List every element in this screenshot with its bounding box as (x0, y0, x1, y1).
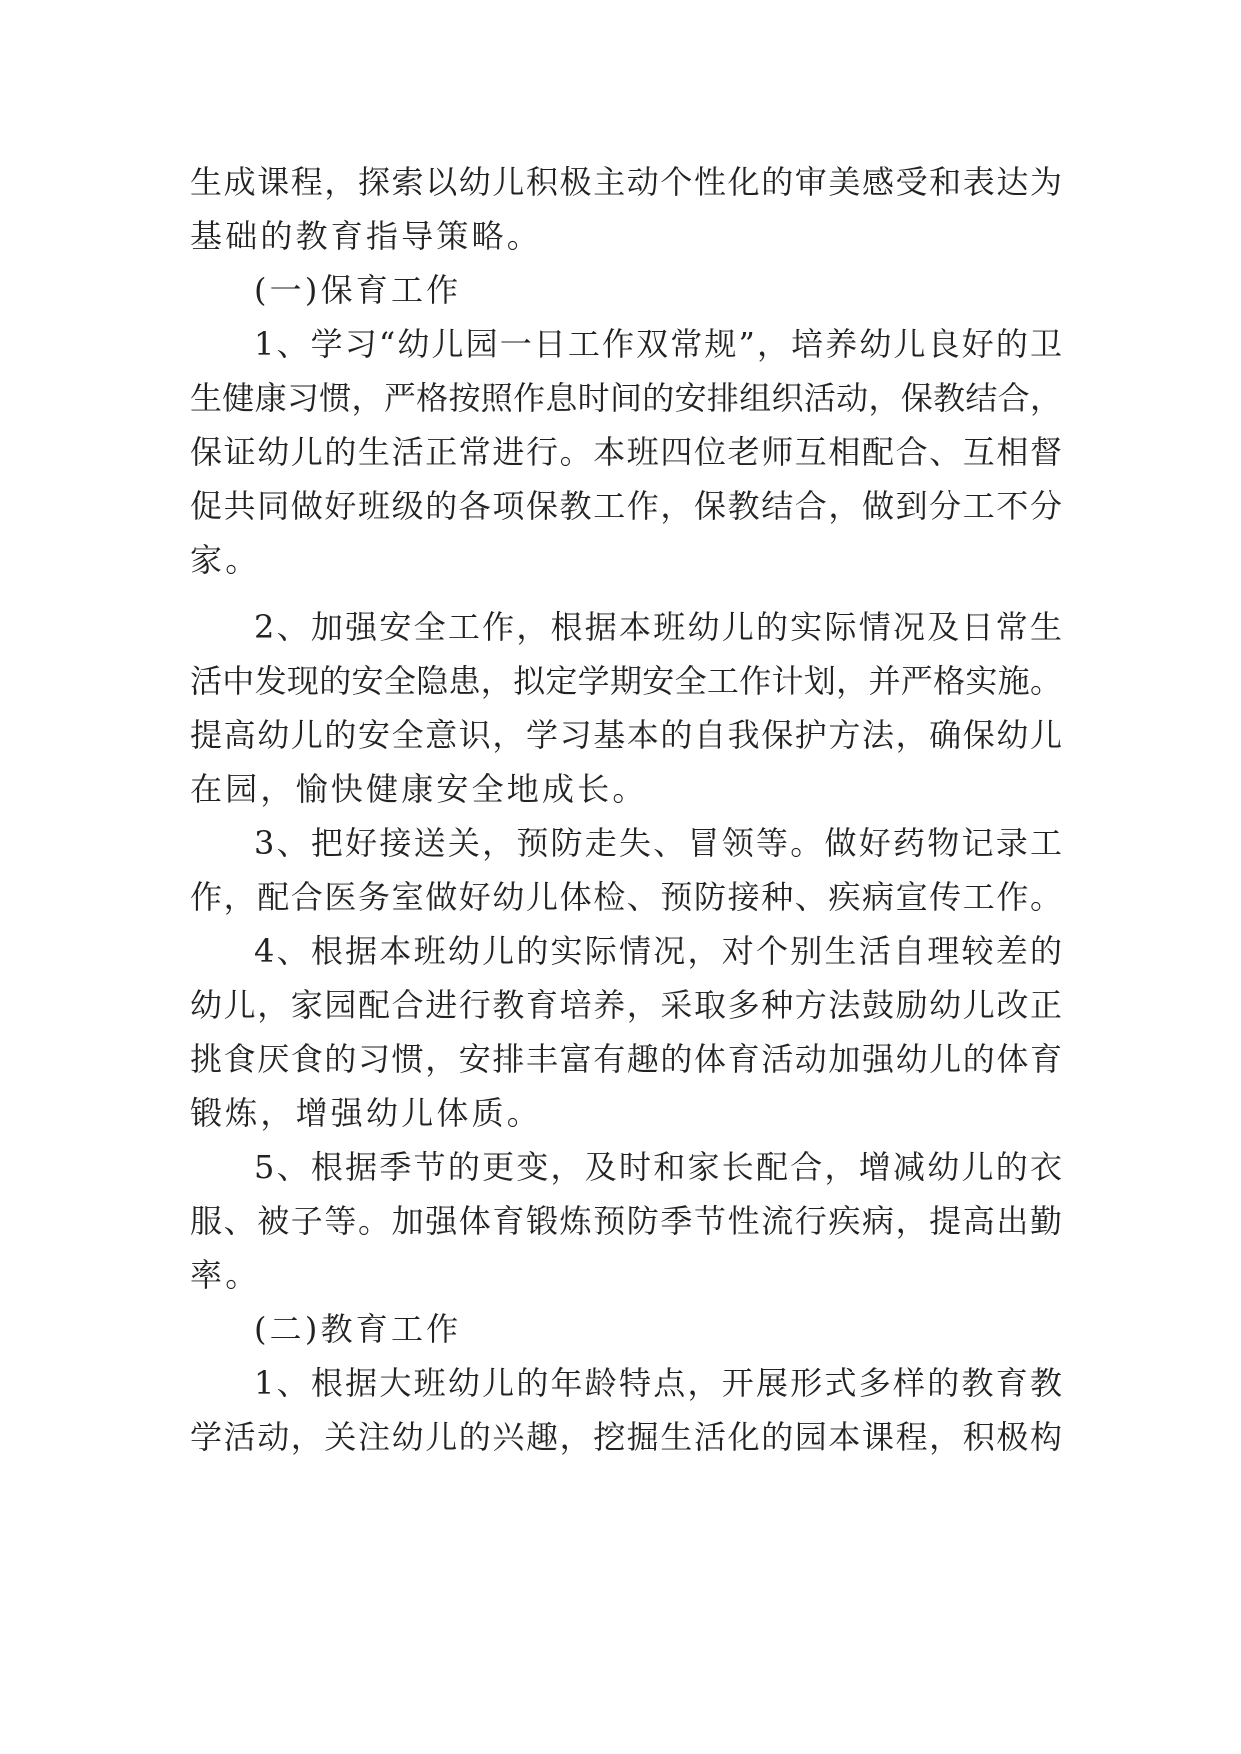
text-line: 在园，愉快健康安全地成长。 (190, 770, 648, 808)
text-line: 活中发现的安全隐患，拟定学期安全工作计划，并严格实施。 (190, 662, 1062, 700)
text-line: 1、学习“幼儿园一日工作双常规”，培养幼儿良好的卫 (254, 325, 1062, 363)
text-line: 4、根据本班幼儿的实际情况，对个别生活自理较差的 (254, 932, 1062, 970)
text-line: 锻炼，增强幼儿体质。 (190, 1094, 543, 1132)
text-line: 1、根据大班幼儿的年龄特点，开展形式多样的教育教 (254, 1364, 1062, 1402)
text-line: 生健康习惯，严格按照作息时间的安排组织活动，保教结合， (190, 379, 1062, 417)
text-line: 挑食厌食的习惯，安排丰富有趣的体育活动加强幼儿的体育 (190, 1040, 1062, 1078)
text-line: 学活动，关注幼儿的兴趣，挖掘生活化的园本课程，积极构 (190, 1418, 1062, 1456)
text-line: 幼儿，家园配合进行教育培养，采取多种方法鼓励幼儿改正 (190, 986, 1062, 1024)
text-line: 率。 (190, 1256, 261, 1294)
text-line: 基础的教育指导策略。 (190, 217, 543, 255)
text-line: 家。 (190, 541, 261, 579)
section-heading-jiaoyu: (二)教育工作 (254, 1310, 462, 1348)
text-line: 3、把好接送关，预防走失、冒领等。做好药物记录工 (254, 824, 1062, 862)
text-line: 作，配合医务室做好幼儿体检、预防接种、疾病宣传工作。 (190, 878, 1062, 916)
text-line: 5、根据季节的更变，及时和家长配合，增减幼儿的衣 (254, 1148, 1062, 1186)
text-line: 提高幼儿的安全意识，学习基本的自我保护方法，确保幼儿 (190, 716, 1062, 754)
text-line: 促共同做好班级的各项保教工作，保教结合，做到分工不分 (190, 487, 1062, 525)
text-line: 生成课程，探索以幼儿积极主动个性化的审美感受和表达为 (190, 163, 1062, 201)
section-heading-baoyu: (一)保育工作 (254, 271, 462, 309)
text-line: 2、加强安全工作，根据本班幼儿的实际情况及日常生 (254, 608, 1062, 646)
text-line: 保证幼儿的生活正常进行。本班四位老师互相配合、互相督 (190, 433, 1062, 471)
text-line: 服、被子等。加强体育锻炼预防季节性流行疾病，提高出勤 (190, 1202, 1062, 1240)
